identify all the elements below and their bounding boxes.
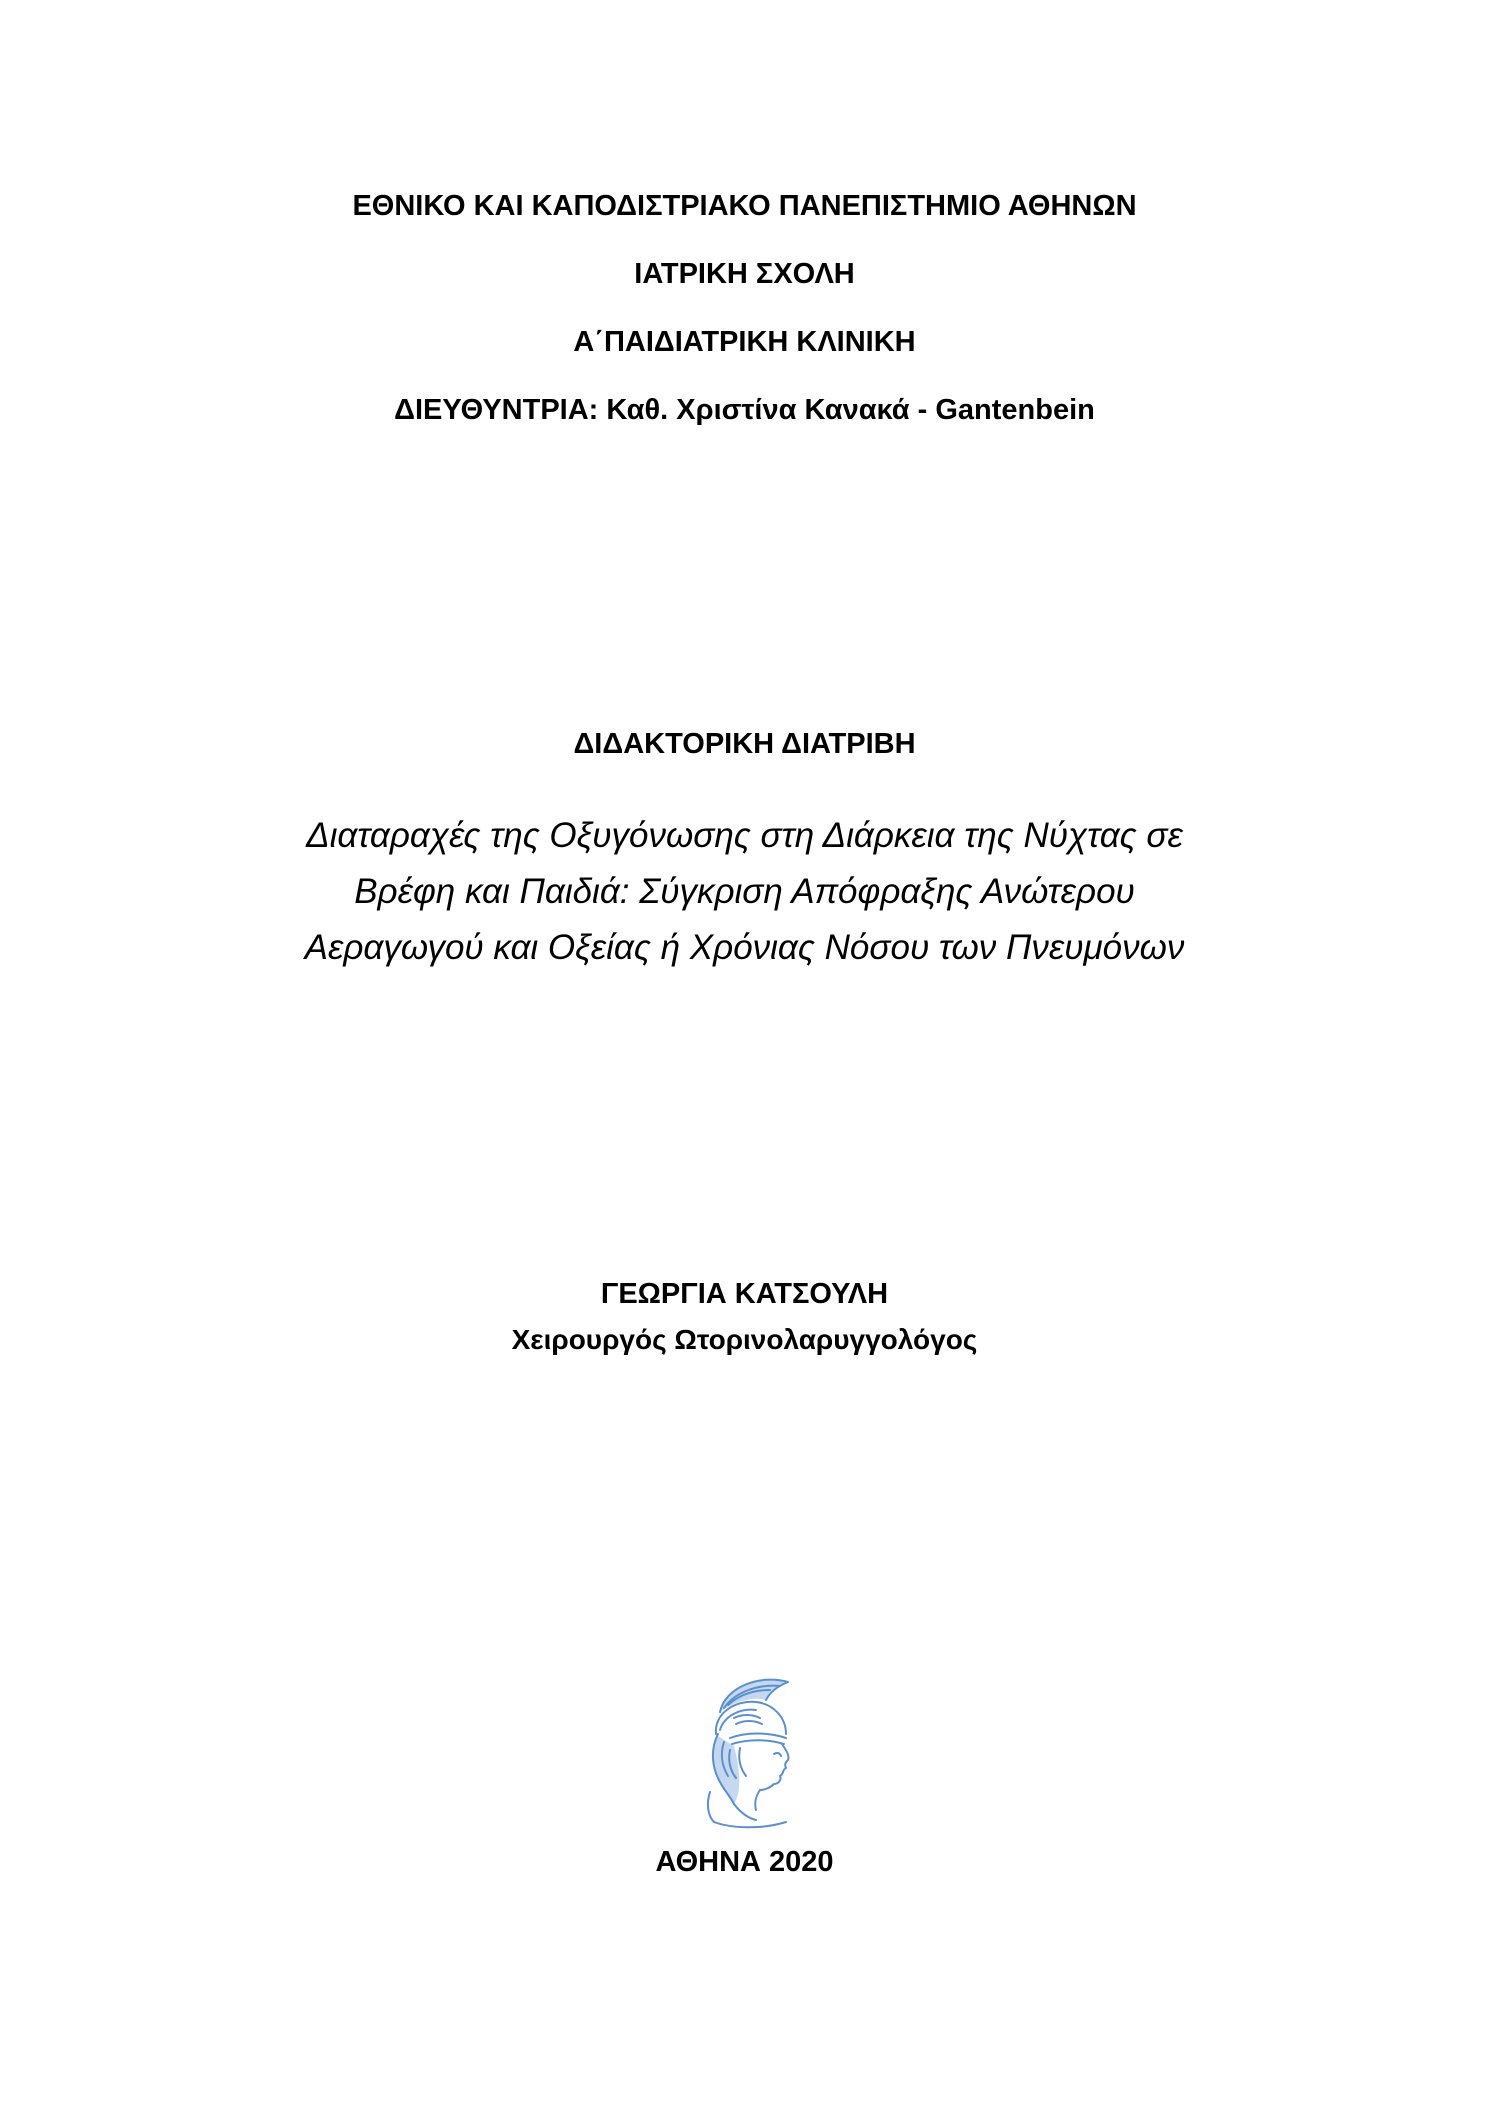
- thesis-title-line-2: Βρέφη και Παιδιά: Σύγκριση Απόφραξης Ανώτερου: [354, 872, 1135, 911]
- thesis-title: [200, 808, 1289, 976]
- clinic-name: Α΄ΠΑΙΔΙΑΤΡΙΚΗ ΚΛΙΝΙΚΗ: [573, 326, 916, 358]
- author-name: ΓΕΩΡΓΙΑ ΚΑΤΣΟΥΛΗ: [600, 1278, 889, 1310]
- thesis-title-line-3: Αεραγωγού και Οξείας ή Χρόνιας Νόσου των Πνευμόνων: [304, 928, 1185, 967]
- author-specialty: Χειρουργός Ωτορινολαρυγγολόγος: [511, 1324, 978, 1355]
- place-year: ΑΘΗΝΑ 2020: [655, 1846, 834, 1878]
- university-name: ΕΘΝΙΚΟ ΚΑΙ ΚΑΠΟΔΙΣΤΡΙΑΚΟ ΠΑΝΕΠΙΣΤΗΜΙΟ ΑΘΗΝΩΝ: [352, 190, 1137, 222]
- thesis-type: ΔΙΔΑΚΤΟΡΙΚΗ ΔΙΑΤΡΙΒΗ: [573, 728, 916, 760]
- director-line: ΔΙΕΥΘΥΝΤΡΙΑ: Καθ. Χριστίνα Κανακά - Gantenbein: [394, 394, 1095, 426]
- athena-head-emblem-icon: [690, 1672, 804, 1832]
- school-name: ΙΑΤΡΙΚΗ ΣΧΟΛΗ: [634, 258, 855, 290]
- thesis-title-line-1: Διαταραχές της Οξυγόνωσης στη Διάρκεια της Νύχτας σε: [306, 816, 1183, 855]
